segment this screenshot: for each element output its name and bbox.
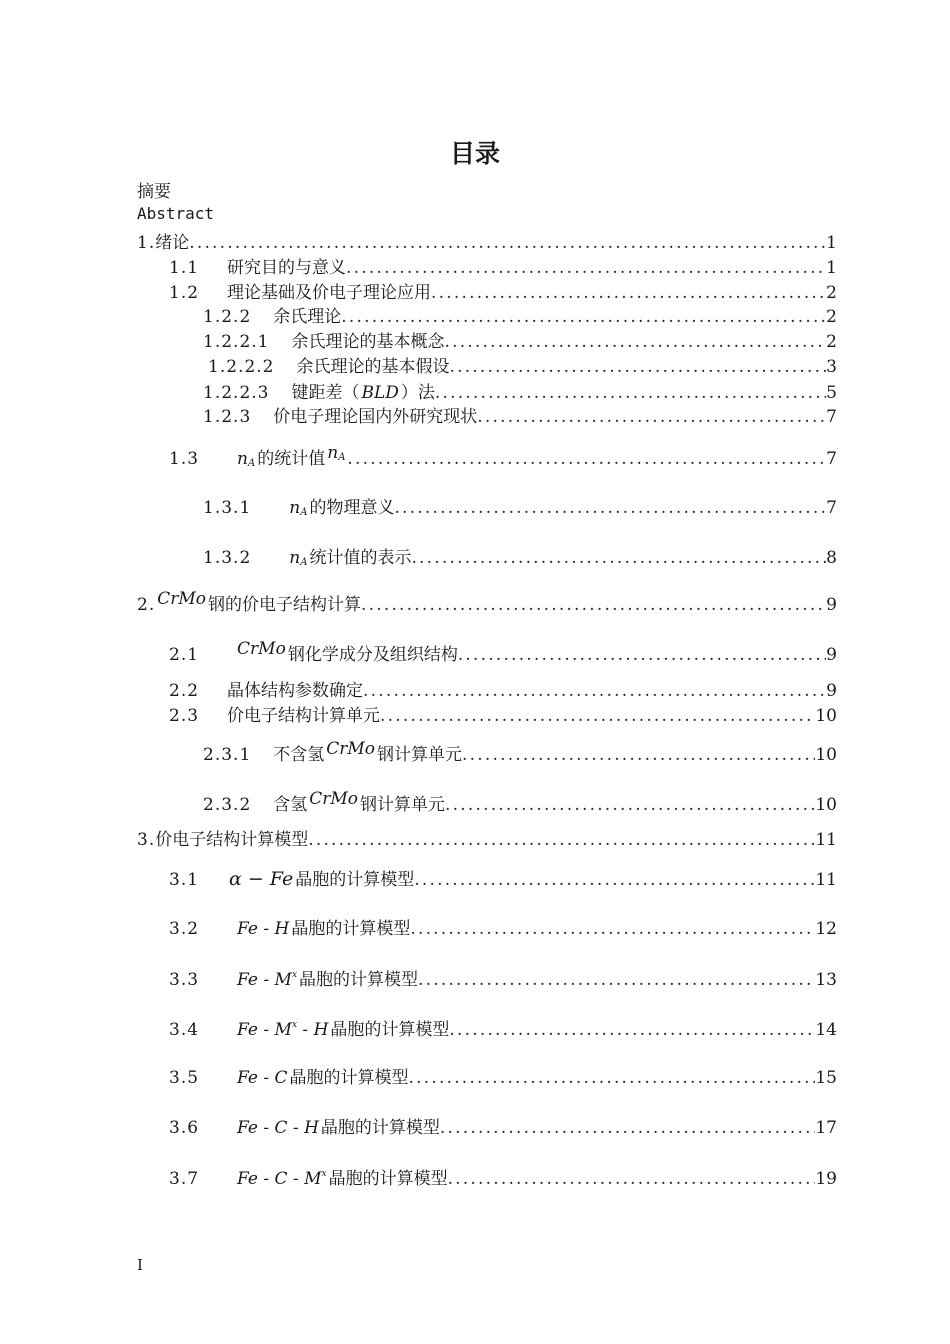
toc-entry-title (287, 493, 394, 518)
toc-entry-number: 3. (137, 830, 156, 850)
toc-entry-page: 1 (826, 258, 837, 278)
toc-entry-leader (414, 870, 815, 890)
toc-entry-text: 键距差（ (291, 383, 360, 403)
toc-entry-title (273, 790, 445, 815)
toc-entry-text: 晶胞的计算模型 (299, 970, 419, 990)
toc-entry-number: 3.7 (169, 1169, 200, 1189)
toc-entry-page: 1 (826, 233, 837, 253)
toc-entry-page: 8 (826, 548, 837, 568)
toc-entry-leader (341, 307, 826, 327)
toc-entry-title (235, 1063, 409, 1088)
toc-entry-math: CrMo (237, 639, 286, 659)
toc-entry-math: Fe - C - H (237, 1118, 319, 1138)
toc-entry-title (227, 676, 363, 701)
toc-entry-text: 晶胞的计算模型 (295, 870, 415, 890)
toc-entry-number: 2. (137, 595, 156, 615)
toc-entry-page: 2 (826, 307, 837, 327)
toc-entry-leader (444, 332, 826, 352)
toc-entry-title (235, 965, 418, 990)
toc-abstract-cn[interactable]: 摘要 (137, 182, 171, 202)
toc-entry-title (296, 352, 449, 377)
toc-entry-math: Fe - $M^x$ (237, 970, 298, 990)
toc-entry[interactable] (169, 253, 837, 278)
toc-entry-page: 10 (815, 745, 837, 765)
toc-entry-text: 余氏理论的基本概念 (291, 332, 445, 352)
toc-entry-text: 钢的价电子结构计算 (208, 595, 362, 615)
toc-entry-page: 17 (815, 1118, 837, 1138)
toc-entry[interactable] (203, 493, 837, 518)
toc-entry-leader (449, 1020, 815, 1040)
toc-entry-math: Fe - C - $M^x$ (237, 1169, 327, 1189)
toc-entry-title (291, 327, 444, 352)
toc-entry-leader (380, 706, 815, 726)
toc-entry-title (227, 701, 380, 726)
toc-entry-leader (346, 258, 826, 278)
toc-entry-leader (411, 548, 826, 568)
toc-entry-leader (410, 919, 815, 939)
toc-entry-number: 3.5 (169, 1068, 200, 1088)
toc-entry-title (287, 543, 411, 568)
toc-entry-page: 7 (826, 498, 837, 518)
toc-entry-page: 5 (826, 383, 837, 403)
page-number: I (137, 1256, 143, 1274)
toc-entry-page: 9 (826, 595, 837, 615)
toc-title: 目录 (449, 139, 500, 168)
toc-entry-number: 2.3 (169, 706, 200, 726)
toc-entry[interactable] (203, 740, 837, 765)
toc-entry-text: 研究目的与意义 (227, 258, 347, 278)
toc-entry-title (155, 825, 308, 850)
toc-entry-title (227, 278, 431, 303)
toc-entry-math: $n_A$ (327, 443, 346, 463)
toc-entry-math: $n_A$ (237, 449, 256, 469)
toc-entry-leader (409, 1068, 816, 1088)
toc-entry[interactable] (169, 865, 837, 890)
toc-entry-number: 3.4 (169, 1020, 200, 1040)
toc-entry-text: 不含氢 (273, 745, 325, 765)
toc-entry[interactable] (169, 1015, 837, 1040)
toc-entry-page: 11 (815, 830, 837, 850)
toc-entry-number: 1.3.1 (203, 498, 252, 518)
toc-entry-page: 12 (815, 919, 837, 939)
toc-entry-number: 1.2.2 (203, 307, 252, 327)
toc-entry[interactable] (137, 590, 837, 615)
toc-entry-number: 1.2 (169, 283, 200, 303)
toc-entry-text: 的物理意义 (309, 498, 395, 518)
toc-entry-math: $n_A$ (289, 498, 308, 518)
toc-entry-title (273, 302, 341, 327)
toc-entry-title (291, 378, 434, 403)
toc-entry[interactable] (169, 444, 837, 469)
toc-entry-title (235, 1113, 440, 1138)
toc-entry-text: 余氏理论 (273, 307, 342, 327)
toc-entry-page: 10 (815, 795, 837, 815)
toc-entry-math: Fe - H (237, 919, 290, 939)
toc-abstract-en[interactable]: Abstract (137, 204, 215, 223)
toc-entry-leader (449, 357, 826, 377)
toc-entry-leader (431, 283, 826, 303)
toc-entry-leader (435, 383, 826, 403)
toc-entry-text: 统计值的表示 (309, 548, 412, 568)
toc-entry-title (235, 914, 410, 939)
toc-entry-text: 晶胞的计算模型 (330, 1020, 450, 1040)
toc-entry[interactable] (169, 676, 837, 701)
toc-entry[interactable] (203, 402, 837, 427)
toc-entry-page: 14 (815, 1020, 837, 1040)
toc-entry-math: CrMo (326, 739, 376, 759)
toc-entry-title (273, 402, 477, 427)
toc-entry-page: 9 (826, 681, 837, 701)
toc-entry-math: BLD (361, 383, 399, 403)
toc-entry-text: 价电子结构计算单元 (227, 706, 381, 726)
toc-entry-leader (363, 681, 826, 701)
toc-entry-number: 2.2 (169, 681, 200, 701)
toc-entry-text: 绪论 (155, 233, 190, 253)
toc-entry-text: 晶胞的计算模型 (289, 1068, 409, 1088)
toc-entry[interactable] (169, 1063, 837, 1088)
toc-entry-leader (462, 745, 815, 765)
toc-entry[interactable] (169, 1113, 837, 1138)
toc-entry-leader (394, 498, 826, 518)
toc-entry-text: 钢计算单元 (377, 745, 463, 765)
toc-entry-text: 晶胞的计算模型 (320, 1118, 440, 1138)
toc-entry-title (235, 1164, 448, 1189)
toc-entry-leader (308, 830, 815, 850)
toc-entry[interactable] (203, 327, 837, 352)
toc-entry-title (273, 740, 462, 765)
toc-entry-title (155, 228, 189, 253)
toc-entry-leader (361, 595, 826, 615)
toc-entry[interactable] (169, 701, 837, 726)
toc-entry-title (235, 640, 458, 665)
toc-entry-leader (458, 645, 826, 665)
toc-entry[interactable] (203, 543, 837, 568)
toc-entry-math: CrMo (157, 589, 207, 609)
toc-entry-number: 3.1 (169, 870, 200, 890)
toc-entry[interactable] (169, 278, 837, 303)
toc-entry-number: 1.2.2.3 (203, 383, 270, 403)
toc-entry-page: 7 (826, 407, 837, 427)
toc-entry-page: 10 (815, 706, 837, 726)
toc-entry[interactable] (169, 1164, 837, 1189)
toc-entry-page: 15 (815, 1068, 837, 1088)
toc-entry-text: 钢计算单元 (360, 795, 446, 815)
toc-entry[interactable] (169, 965, 837, 990)
toc-entry-math: CrMo (309, 789, 359, 809)
toc-entry-number: 1.2.2.2 (208, 357, 275, 377)
toc-entry-text: ）法 (400, 383, 435, 403)
toc-entry-text: 含氢 (273, 795, 308, 815)
toc-entry-title (155, 590, 361, 615)
toc-entry-page: 19 (815, 1169, 837, 1189)
toc-entry-text: 晶体结构参数确定 (227, 681, 364, 701)
toc-entry-leader (445, 795, 815, 815)
toc-entry-number: 1.2.3 (203, 407, 252, 427)
toc-entry[interactable] (137, 825, 837, 850)
toc-entry-number: 1.3 (169, 449, 200, 469)
toc-entry-number: 1.2.2.1 (203, 332, 270, 352)
toc-entry-text: 钢化学成分及组织结构 (287, 645, 458, 665)
toc-entry-leader (347, 449, 826, 469)
toc-entry-text: 价电子结构计算模型 (155, 830, 309, 850)
toc-entry-page: 2 (826, 332, 837, 352)
toc-entry-number: 1.1 (169, 258, 200, 278)
toc-entry-number: 2.1 (169, 645, 200, 665)
toc-entry-page: 2 (826, 283, 837, 303)
toc-entry[interactable] (169, 640, 837, 665)
toc-entry-text: 理论基础及价电子理论应用 (227, 283, 432, 303)
toc-entry[interactable] (203, 302, 837, 327)
toc-entry-number: 3.6 (169, 1118, 200, 1138)
toc-entry-leader (189, 233, 826, 253)
toc-entry-title (235, 444, 347, 469)
toc-entry-number: 1. (137, 233, 156, 253)
toc-entry[interactable] (203, 378, 837, 403)
toc-entry-text: 晶胞的计算模型 (328, 1169, 448, 1189)
toc-entry-title (227, 253, 346, 278)
toc-entry-number: 3.2 (169, 919, 200, 939)
toc-entry-math: α − Fe (229, 868, 294, 890)
toc-entry[interactable] (169, 914, 837, 939)
toc-entry-leader (448, 1169, 816, 1189)
toc-entry-text: 晶胞的计算模型 (291, 919, 411, 939)
toc-entry-number: 2.3.1 (203, 745, 252, 765)
toc-entry-title (227, 865, 414, 890)
toc-entry-number: 3.3 (169, 970, 200, 990)
toc-entry-leader (440, 1118, 815, 1138)
toc-entry-leader (477, 407, 826, 427)
toc-entry-number: 2.3.2 (203, 795, 252, 815)
toc-entry-number: 1.3.2 (203, 548, 252, 568)
toc-entry-text: 的统计值 (257, 449, 326, 469)
toc-entry-title (235, 1015, 449, 1040)
toc-entry-page: 13 (815, 970, 837, 990)
toc-entry-leader (418, 970, 815, 990)
toc-entry[interactable] (137, 228, 837, 253)
toc-entry-math: Fe - $M^x$ - H (237, 1020, 329, 1040)
toc-entry[interactable] (208, 352, 837, 377)
toc-entry-math: $n_A$ (289, 548, 308, 568)
toc-entry-page: 3 (826, 357, 837, 377)
toc-entry-page: 11 (815, 870, 837, 890)
toc-entry-text: 价电子理论国内外研究现状 (273, 407, 478, 427)
toc-entry-page: 7 (826, 449, 837, 469)
toc-entry-page: 9 (826, 645, 837, 665)
toc-entry-text: 余氏理论的基本假设 (296, 357, 450, 377)
toc-entry-math: Fe - C (237, 1068, 288, 1088)
toc-entry[interactable] (203, 790, 837, 815)
